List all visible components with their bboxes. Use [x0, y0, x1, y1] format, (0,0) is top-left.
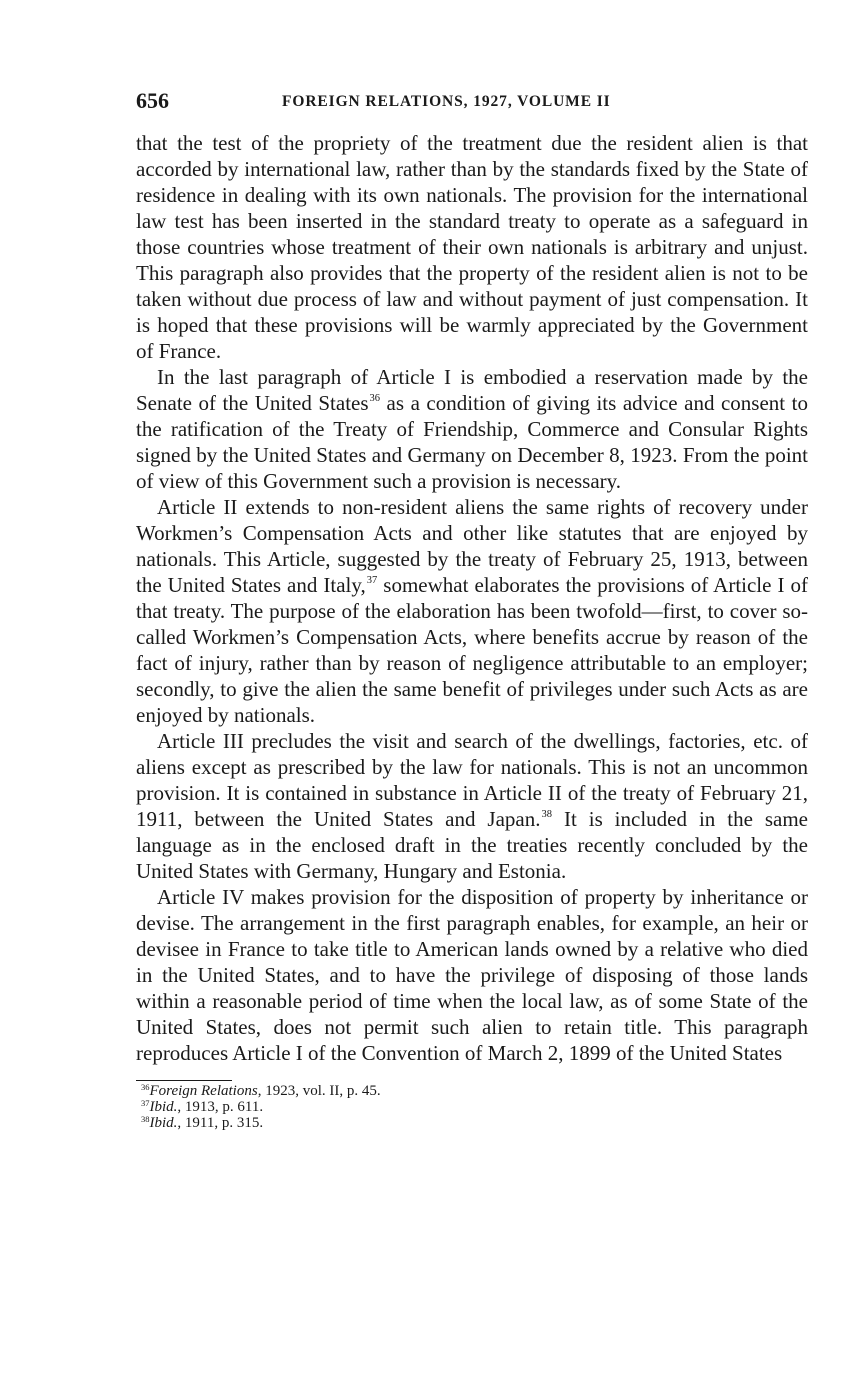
- paragraph-article-iii: [136, 728, 808, 884]
- document-page: [136, 86, 808, 1131]
- footnote-37: [136, 1099, 808, 1115]
- footnote-36: [136, 1083, 808, 1099]
- paragraph-text: It is included in the same language as in the enclosed draft in the treaties recently concluded by the United States with Germany, Hungary and Estonia.: [136, 807, 808, 883]
- page-number: 656: [136, 88, 169, 113]
- footnote-number: 36: [141, 1082, 150, 1092]
- body-text: [136, 130, 808, 1066]
- footnote-source: Foreign Relations: [149, 1083, 258, 1099]
- paragraph-text: In the last paragraph of Article I is embodied a reservation made by the Senate of the United States: [136, 365, 808, 415]
- paragraph-article-ii: [136, 494, 808, 728]
- running-header: [136, 86, 808, 116]
- paragraph-text: somewhat elaborates the provisions of Article I of that treaty. The purpose of the elaboration has been twofold—first, to cover so-called Workmen’s Compensation Acts, where benefits accrue by reason of the fact of injury, rather than by reason of negligence attributable to an employer; secondly, to give the alien the same benefit of privileges under such Acts as are enjoyed by nationals.: [136, 573, 808, 727]
- footnote-number: 37: [141, 1098, 150, 1108]
- paragraph-text: Article III precludes the visit and search of the dwellings, factories, etc. of aliens except as prescribed by the law for nationals. This is not an uncommon provision. It is contained in substance in Article II of the treaty of February 21, 1911, between the United States and Japan.: [136, 729, 808, 831]
- footnote-38: [136, 1115, 808, 1131]
- paragraph-text: as a condition of giving its advice and consent to the ratification of the Treaty of Friendship, Commerce and Consular Rights signed by the United States and Germany on December 8, 1923. From the point of view of this Government such a provision is necessary.: [136, 391, 808, 493]
- footnote-citation: , 1911, p. 315.: [177, 1115, 264, 1131]
- paragraph-text: Article II extends to non-resident aliens the same rights of recovery under Workmen’s Compensation Acts and other like statutes that are enjoyed by nationals. This Article, suggested by the treaty of February 25, 1913, between the United States and Italy,: [136, 495, 808, 597]
- footnote-reference-37[interactable]: 37: [366, 575, 378, 586]
- footnote-reference-36[interactable]: 36: [369, 393, 381, 404]
- footnotes: [136, 1083, 808, 1131]
- footnote-reference-38[interactable]: 38: [541, 809, 552, 820]
- paragraph-article-iv: Article IV makes provision for the disposition of property by inheritance or devise. The arrangement in the first paragraph enables, for example, an heir or devisee in France to take title to American lands owned by a relative who died in the United States, and to have the privilege of disposing of those lands within a reasonable period of time when the local law, as of some State of the United States, does not permit such alien to retain title. This paragraph reproduces Article I of the Convention of March 2, 1899 of the United States: [136, 885, 808, 1065]
- footnote-source: Ibid.: [149, 1115, 178, 1131]
- footnote-source: Ibid.: [149, 1099, 178, 1115]
- paragraph-article-i-reservation: [136, 364, 808, 494]
- footnote-divider: [136, 1080, 232, 1081]
- paragraph-continued: that the test of the propriety of the treatment due the resident alien is that accorded by international law, rather than by the standards fixed by the State of residence in dealing with its own nationals. The provision for the international law test has been inserted in the standard treaty to operate as a safeguard in those countries whose treatment of their own nationals is arbitrary and unjust. This paragraph also provides that the property of the resident alien is not to be taken without due process of law and without payment of just compensation. It is hoped that these provisions will be warmly appreciated by the Government of France.: [136, 131, 808, 363]
- footnote-citation: , 1913, p. 611.: [177, 1099, 264, 1115]
- footnote-number: 38: [141, 1114, 150, 1124]
- running-title: FOREIGN RELATIONS, 1927, VOLUME II: [282, 93, 611, 110]
- footnote-citation: , 1923, vol. II, p. 45.: [257, 1083, 381, 1099]
